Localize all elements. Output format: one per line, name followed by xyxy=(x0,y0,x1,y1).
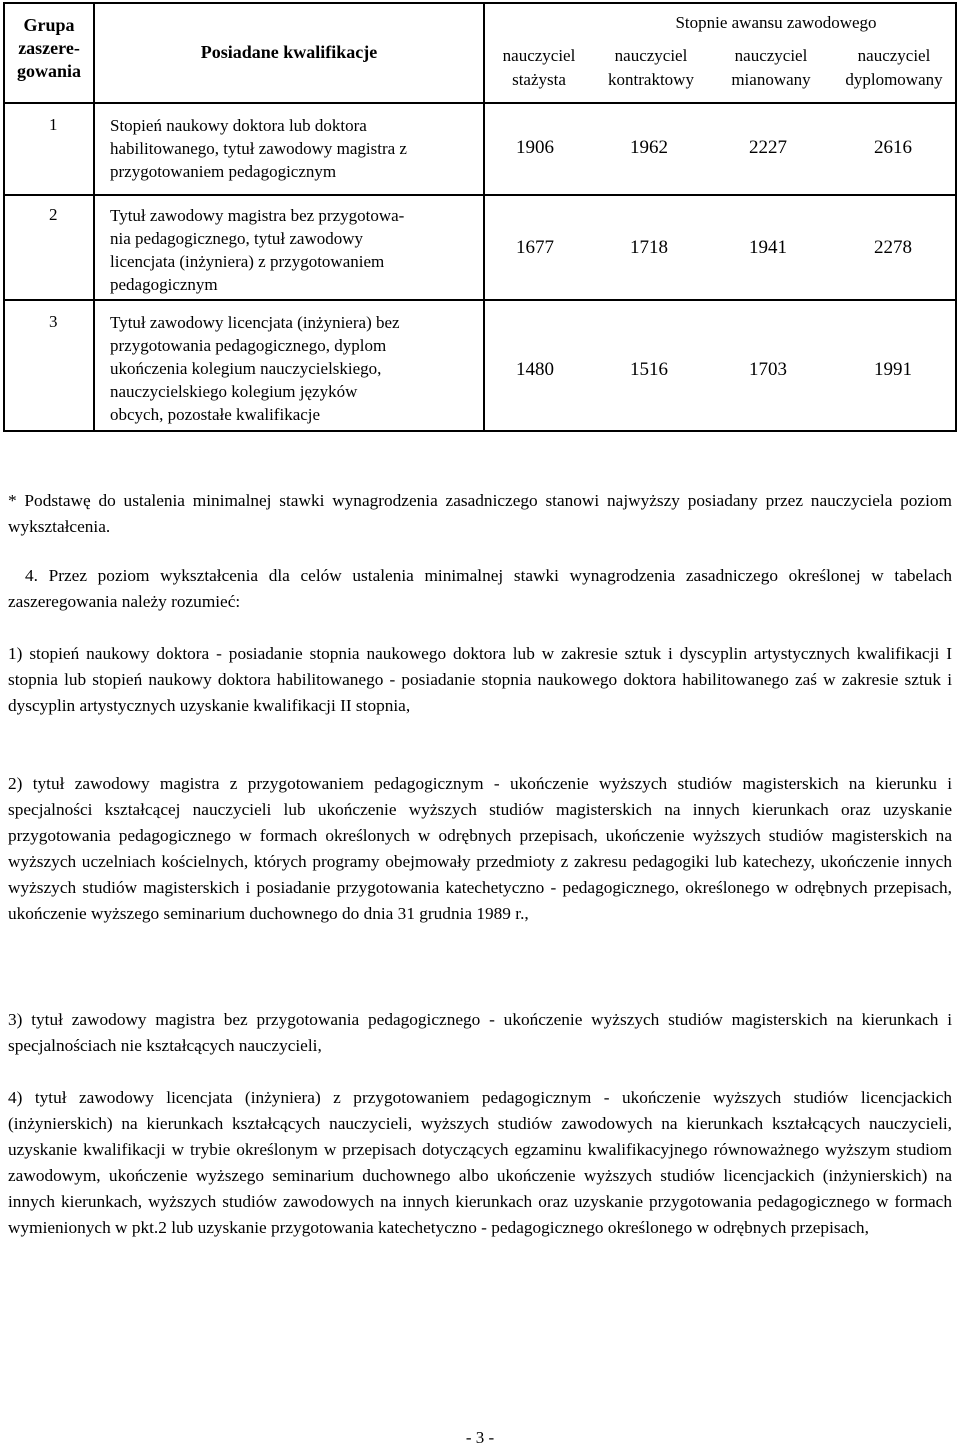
row-value: 1962 xyxy=(630,137,668,158)
header-col-kontraktowy xyxy=(590,44,712,92)
row-qualification-line: Stopień naukowy doktora lub doktora xyxy=(110,116,367,135)
definition-item-4: 4) tytuł zawodowy licencjata (inżyniera) z przygotowaniem pedagogicznym - ukończenie wyższych studiów licencjackich (inżynierskich) na kierunkach kształcących nauczycieli, wyższych studiów zawodowych na kierunkach kształcących nauczycieli, uzyskanie kwalifikacji w trybie określonym w przepisach dotyczących egzaminu kwalifikacyjnego równoważnego wyższym studiom zawodowym, ukończenie wyższego seminarium duchownego albo ukończenie wyższych studiów licencjackich (inżynierskich) na innych kierunkach, wyższych studiów zawodowych na innych kierunkach oraz uzyskanie przygotowania pedagogicznego w formach wymienionych w pkt.2 lub uzyskanie przygotowania katechetyczno - pedagogicznego określonego w odrębnych przepisach, xyxy=(8,1088,952,1237)
row-value: 1941 xyxy=(749,237,787,258)
row-qualification-line: habilitowanego, tytuł zawodowy magistra z xyxy=(110,139,407,158)
row-value: 1906 xyxy=(516,137,554,158)
row-qualification-line: obcych, pozostałe kwalifikacje xyxy=(110,405,321,424)
header-col-line: nauczyciel xyxy=(857,46,931,65)
row-value: 1480 xyxy=(516,359,554,380)
header-stages-title: Stopnie awansu zawodowego xyxy=(675,13,877,32)
table-divider xyxy=(5,194,955,196)
row-value: 1677 xyxy=(516,237,554,258)
row-value: 1516 xyxy=(630,359,668,380)
table-divider xyxy=(93,4,95,430)
row-value: 2616 xyxy=(874,137,912,158)
row-qualification-line: licencjata (inżyniera) z przygotowaniem xyxy=(110,252,385,271)
row-group-number: 2 xyxy=(49,205,58,224)
row-qualification xyxy=(110,114,480,183)
row-qualification-line: nauczycielskiego kolegium języków xyxy=(110,382,358,401)
header-group-line: Grupa xyxy=(23,15,75,35)
salary-table xyxy=(3,2,957,432)
header-group-line: zaszere- xyxy=(18,38,80,58)
row-value: 1718 xyxy=(630,237,668,258)
header-col-line: dyplomowany xyxy=(845,70,943,89)
row-qualification-line: nia pedagogicznego, tytuł zawodowy xyxy=(110,229,364,248)
row-qualification-line: Tytuł zawodowy licencjata (inżyniera) bez xyxy=(110,313,400,332)
header-col-mianowany xyxy=(712,44,830,92)
table-divider xyxy=(5,299,955,301)
header-col-line: kontraktowy xyxy=(608,70,694,89)
table-divider xyxy=(5,102,955,104)
row-qualification-line: ukończenia kolegium nauczycielskiego, xyxy=(110,359,382,378)
header-group xyxy=(5,14,93,83)
header-qualifications: Posiadane kwalifikacje xyxy=(200,42,378,62)
definition-item-2: 2) tytuł zawodowy magistra z przygotowaniem pedagogicznym - ukończenie wyższych studiów magisterskich na kierunku i specjalności kształcącej nauczycieli lub ukończenie wyższych studiów magisterskich na innych kierunkach oraz uzyskanie przygotowania pedagogicznego w formach określonych w odrębnych przepisach, ukończenie wyższych studiów magisterskich na wyższych uczelniach kościelnych, których programy obejmowały przedmioty z zakresu pedagogiki lub katechezy, ukończenie innych wyższych studiów magisterskich i posiadanie przygotowania katechetyczno - pedagogicznego, określonego w odrębnych przepisach, ukończenie wyższego seminarium duchownego do dnia 31 grudnia 1989 r., xyxy=(8,774,952,923)
row-qualification-line: pedagogicznym xyxy=(110,275,218,294)
page-number: - 3 - xyxy=(465,1428,495,1447)
definition-item-3: 3) tytuł zawodowy magistra bez przygotowania pedagogicznego - ukończenie wyższych studiów magisterskich na kierunkach i specjalnościach nie kształcących nauczycieli, xyxy=(8,1010,952,1055)
header-col-line: nauczyciel xyxy=(502,46,576,65)
definition-item-1: 1) stopień naukowy doktora - posiadanie stopnia naukowego doktora lub w zakresie sztuk i dyscyplin artystycznych kwalifikacji I stopnia lub stopień naukowy doktora habilitowanego - posiadanie stopnia naukowego doktora habilitowanego zaś w zakresie sztuk i dyscyplin artystycznych uzyskanie kwalifikacji II stopnia, xyxy=(8,644,952,715)
header-col-line: nauczyciel xyxy=(734,46,808,65)
header-col-line: stażysta xyxy=(512,70,566,89)
row-value: 1991 xyxy=(874,359,912,380)
header-col-line: nauczyciel xyxy=(614,46,688,65)
row-qualification-line: Tytuł zawodowy magistra bez przygotowa- xyxy=(110,206,405,225)
header-group-line: gowania xyxy=(16,61,81,81)
row-group-number: 3 xyxy=(49,312,58,331)
header-col-line: mianowany xyxy=(731,70,811,89)
row-value: 2278 xyxy=(874,237,912,258)
header-col-stazysta xyxy=(483,44,595,92)
row-qualification xyxy=(110,311,480,426)
row-qualification xyxy=(110,204,480,296)
row-group-number: 1 xyxy=(49,115,58,134)
header-col-dyplomowany xyxy=(830,44,958,92)
row-qualification-line: przygotowania pedagogicznego, dyplom xyxy=(110,336,387,355)
row-value: 2227 xyxy=(749,137,787,158)
section-4-intro: 4. Przez poziom wykształcenia dla celów ustalenia minimalnej stawki wynagrodzenia zasadniczego określonej w tabelach zaszeregowania należy rozumieć: xyxy=(8,566,952,611)
footnote: * Podstawę do ustalenia minimalnej stawki wynagrodzenia zasadniczego stanowi najwyższy posiadany przez nauczyciela poziom wykształcenia. xyxy=(8,491,952,536)
row-value: 1703 xyxy=(749,359,787,380)
row-qualification-line: przygotowaniem pedagogicznym xyxy=(110,162,337,181)
